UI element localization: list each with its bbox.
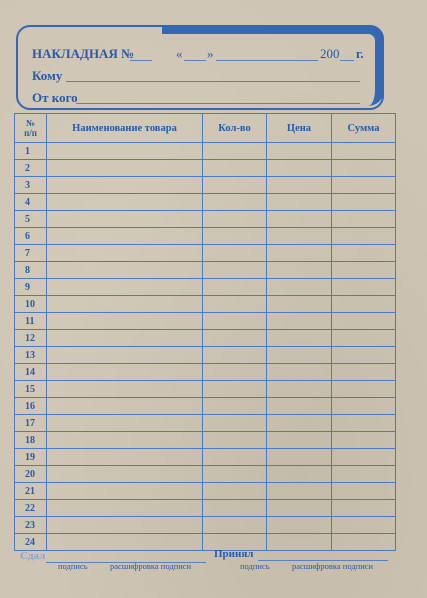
qty-cell[interactable]: [203, 415, 267, 432]
qty-cell[interactable]: [203, 143, 267, 160]
to-label: Кому: [32, 68, 63, 83]
row-number: 7: [15, 245, 47, 262]
price-cell[interactable]: [267, 330, 332, 347]
name-cell[interactable]: [47, 500, 203, 517]
invoice-number-line[interactable]: [130, 60, 152, 61]
table-row: [15, 228, 396, 245]
sum-cell[interactable]: [332, 534, 396, 551]
sum-cell[interactable]: [332, 381, 396, 398]
table-row: [15, 517, 396, 534]
row-number: 24: [15, 534, 47, 551]
sum-cell[interactable]: [332, 347, 396, 364]
price-cell[interactable]: [267, 262, 332, 279]
col-header-price: Цена: [267, 114, 332, 143]
table-row: [15, 296, 396, 313]
price-cell[interactable]: [267, 466, 332, 483]
gave-label: Сдал: [20, 550, 46, 562]
table-row: [15, 279, 396, 296]
row-number: 15: [15, 381, 47, 398]
to-line[interactable]: [66, 81, 360, 82]
table-row: [15, 211, 396, 228]
qty-cell[interactable]: [203, 517, 267, 534]
name-cell[interactable]: [47, 381, 203, 398]
price-cell[interactable]: [267, 245, 332, 262]
sum-cell[interactable]: [332, 330, 396, 347]
quote-close: »: [207, 46, 214, 61]
col-header-number: [15, 114, 47, 143]
qty-cell[interactable]: [203, 364, 267, 381]
day-line[interactable]: [184, 60, 206, 61]
sum-cell[interactable]: [332, 483, 396, 500]
table-row: [15, 483, 396, 500]
year-prefix: 200: [320, 46, 340, 61]
sum-cell[interactable]: [332, 177, 396, 194]
row-number: 13: [15, 347, 47, 364]
gave-signature-caption: подпись: [58, 561, 88, 571]
qty-cell[interactable]: [203, 211, 267, 228]
price-cell[interactable]: [267, 228, 332, 245]
row-number: 5: [15, 211, 47, 228]
col-header-name: Наименование товара: [47, 114, 203, 143]
row-number: 23: [15, 517, 47, 534]
table-row: [15, 160, 396, 177]
name-cell[interactable]: [47, 160, 203, 177]
qty-cell[interactable]: [203, 313, 267, 330]
price-cell[interactable]: [267, 296, 332, 313]
invoice-title: НАКЛАДНАЯ №: [32, 46, 135, 61]
table-row: [15, 313, 396, 330]
qty-cell[interactable]: [203, 296, 267, 313]
col-header-qty: Кол-во: [203, 114, 267, 143]
received-signature-caption: подпись: [240, 561, 270, 571]
qty-cell[interactable]: [203, 279, 267, 296]
table-row: [15, 194, 396, 211]
price-cell[interactable]: [267, 432, 332, 449]
row-number: 22: [15, 500, 47, 517]
row-number: 18: [15, 432, 47, 449]
table-header-row: [15, 114, 396, 143]
row-number: 6: [15, 228, 47, 245]
from-label: От кого: [32, 90, 78, 105]
price-cell[interactable]: [267, 160, 332, 177]
table-row: [15, 449, 396, 466]
qty-cell[interactable]: [203, 228, 267, 245]
name-cell[interactable]: [47, 194, 203, 211]
goods-table: [14, 113, 396, 551]
month-line[interactable]: [216, 60, 318, 61]
price-cell[interactable]: [267, 415, 332, 432]
row-number: 19: [15, 449, 47, 466]
name-cell[interactable]: [47, 143, 203, 160]
price-cell[interactable]: [267, 194, 332, 211]
received-label: Принял: [214, 548, 254, 560]
table-row: [15, 347, 396, 364]
table-row: [15, 534, 396, 551]
name-cell[interactable]: [47, 483, 203, 500]
name-cell[interactable]: [47, 347, 203, 364]
name-cell[interactable]: [47, 449, 203, 466]
qty-cell[interactable]: [203, 245, 267, 262]
qty-cell[interactable]: [203, 262, 267, 279]
col-header-sum: Сумма: [332, 114, 396, 143]
table-row: [15, 143, 396, 160]
price-cell[interactable]: [267, 449, 332, 466]
name-cell[interactable]: [47, 296, 203, 313]
name-cell[interactable]: [47, 466, 203, 483]
sum-cell[interactable]: [332, 364, 396, 381]
row-number: 4: [15, 194, 47, 211]
table-row: [15, 262, 396, 279]
col-header-number-line1: №: [25, 118, 36, 128]
row-number: 17: [15, 415, 47, 432]
sum-cell[interactable]: [332, 194, 396, 211]
sum-cell[interactable]: [332, 245, 396, 262]
name-cell[interactable]: [47, 398, 203, 415]
qty-cell[interactable]: [203, 347, 267, 364]
sum-cell[interactable]: [332, 500, 396, 517]
table-row: [15, 398, 396, 415]
sum-cell[interactable]: [332, 143, 396, 160]
price-cell[interactable]: [267, 398, 332, 415]
row-number: 8: [15, 262, 47, 279]
price-cell[interactable]: [267, 364, 332, 381]
qty-cell[interactable]: [203, 177, 267, 194]
sum-cell[interactable]: [332, 211, 396, 228]
price-cell[interactable]: [267, 381, 332, 398]
price-cell[interactable]: [267, 483, 332, 500]
header-accent-bar: [162, 25, 384, 106]
sum-cell[interactable]: [332, 296, 396, 313]
table-row: [15, 364, 396, 381]
name-cell[interactable]: [47, 330, 203, 347]
table-row: [15, 330, 396, 347]
received-decode-caption: расшифровка подписи: [292, 561, 374, 571]
name-cell[interactable]: [47, 279, 203, 296]
qty-cell[interactable]: [203, 466, 267, 483]
table-row: [15, 381, 396, 398]
row-number: 21: [15, 483, 47, 500]
table-row: [15, 245, 396, 262]
name-cell[interactable]: [47, 177, 203, 194]
price-cell[interactable]: [267, 279, 332, 296]
row-number: 3: [15, 177, 47, 194]
row-number: 16: [15, 398, 47, 415]
row-number: 12: [15, 330, 47, 347]
qty-cell[interactable]: [203, 160, 267, 177]
row-number: 9: [15, 279, 47, 296]
sum-cell[interactable]: [332, 449, 396, 466]
table-row: [15, 466, 396, 483]
gave-decode-caption: расшифровка подписи: [110, 561, 192, 571]
qty-cell[interactable]: [203, 449, 267, 466]
price-cell[interactable]: [267, 143, 332, 160]
qty-cell[interactable]: [203, 483, 267, 500]
qty-cell[interactable]: [203, 500, 267, 517]
name-cell[interactable]: [47, 517, 203, 534]
sum-cell[interactable]: [332, 517, 396, 534]
name-cell[interactable]: [47, 245, 203, 262]
qty-cell[interactable]: [203, 432, 267, 449]
name-cell[interactable]: [47, 313, 203, 330]
row-number: 10: [15, 296, 47, 313]
name-cell[interactable]: [47, 534, 203, 551]
price-cell[interactable]: [267, 500, 332, 517]
year-line[interactable]: [340, 60, 354, 61]
qty-cell[interactable]: [203, 398, 267, 415]
sum-cell[interactable]: [332, 432, 396, 449]
table-row: [15, 500, 396, 517]
table-row: [15, 432, 396, 449]
sum-cell[interactable]: [332, 466, 396, 483]
sum-cell[interactable]: [332, 160, 396, 177]
qty-cell[interactable]: [203, 194, 267, 211]
year-suffix: г.: [356, 46, 364, 61]
sum-cell[interactable]: [332, 262, 396, 279]
row-number: 14: [15, 364, 47, 381]
row-number: 11: [15, 313, 47, 330]
price-cell[interactable]: [267, 211, 332, 228]
row-number: 2: [15, 160, 47, 177]
from-line[interactable]: [76, 103, 360, 104]
table-row: [15, 415, 396, 432]
col-header-number-line2: п/п: [24, 128, 37, 138]
qty-cell[interactable]: [203, 381, 267, 398]
name-cell[interactable]: [47, 364, 203, 381]
sum-cell[interactable]: [332, 313, 396, 330]
row-number: 20: [15, 466, 47, 483]
quote-open: «: [176, 46, 183, 61]
table-row: [15, 177, 396, 194]
price-cell[interactable]: [267, 177, 332, 194]
row-number: 1: [15, 143, 47, 160]
sum-cell[interactable]: [332, 279, 396, 296]
name-cell[interactable]: [47, 415, 203, 432]
price-cell[interactable]: [267, 347, 332, 364]
sum-cell[interactable]: [332, 228, 396, 245]
qty-cell[interactable]: [203, 330, 267, 347]
sum-cell[interactable]: [332, 398, 396, 415]
name-cell[interactable]: [47, 228, 203, 245]
price-cell[interactable]: [267, 534, 332, 551]
name-cell[interactable]: [47, 432, 203, 449]
price-cell[interactable]: [267, 313, 332, 330]
price-cell[interactable]: [267, 517, 332, 534]
name-cell[interactable]: [47, 262, 203, 279]
sum-cell[interactable]: [332, 415, 396, 432]
name-cell[interactable]: [47, 211, 203, 228]
